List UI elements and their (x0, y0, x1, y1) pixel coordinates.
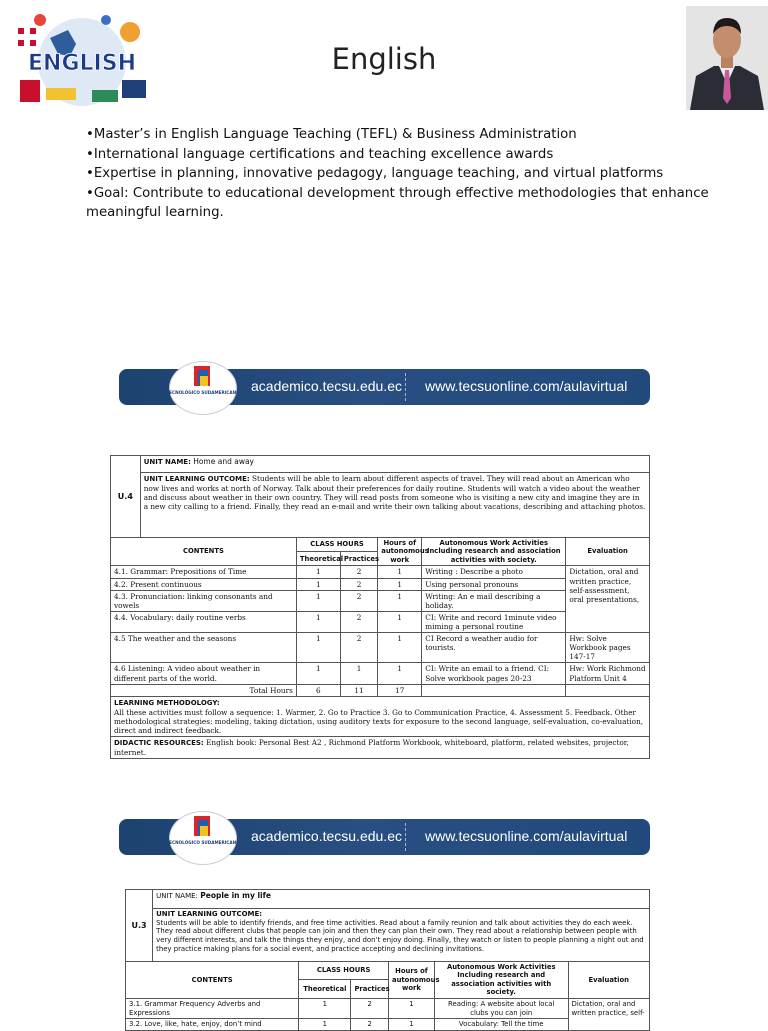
table-row (111, 633, 650, 663)
evaluation-header: Evaluation (568, 962, 649, 999)
practices-header: Practices (340, 552, 377, 566)
row-autonomous: 1 (378, 611, 422, 632)
row-content: 4.1. Grammar: Prepositions of Time (111, 566, 297, 578)
bullet-item: •Goal: Contribute to educational development through effective methodologies that enhance meaningful learning. (86, 185, 709, 220)
row-evaluation: Hw: Solve Workbook pages 147-17 (566, 633, 650, 663)
total-label: Total Hours (111, 684, 297, 696)
institution-seal (166, 361, 240, 415)
contents-header: CONTENTS (126, 962, 299, 999)
virtual-classroom-url[interactable]: www.tecsuonline.com/aulavirtual (425, 378, 628, 394)
table-row (111, 663, 650, 684)
row-theoretical: 1 (299, 1019, 351, 1031)
total-autonomous: 17 (378, 684, 422, 696)
academic-url[interactable]: academico.tecsu.edu.ec (251, 828, 402, 844)
unit-name-label: UNIT NAME: (156, 892, 198, 900)
class-hours-header: CLASS HOURS (299, 962, 389, 980)
contents-header: CONTENTS (111, 538, 297, 566)
unit-name-label: UNIT NAME: (143, 458, 191, 466)
total-theoretical: 6 (296, 684, 340, 696)
row-activity: CI: Write and record 1minute video miming a personal routine (422, 611, 566, 632)
row-practices: 2 (340, 590, 377, 611)
row-autonomous: 1 (378, 578, 422, 590)
row-autonomous: 1 (389, 1019, 435, 1031)
virtual-classroom-url[interactable]: www.tecsuonline.com/aulavirtual (425, 828, 628, 844)
profile-bullets (86, 125, 726, 223)
row-theoretical: 1 (296, 633, 340, 663)
practices-header: Practices (351, 980, 389, 998)
seal-text: TECNOLÓGICO SUDAMERICANO (166, 390, 240, 395)
row-autonomous: 1 (378, 566, 422, 578)
row-practices: 2 (351, 998, 389, 1018)
row-activity: Using personal pronouns (422, 578, 566, 590)
row-practices: 2 (340, 578, 377, 590)
row-theoretical: 1 (299, 998, 351, 1018)
row-content: 4.3. Pronunciation: linking consonants and vowels (111, 590, 297, 611)
outcome-label: UNIT LEARNING OUTCOME: (143, 475, 250, 483)
row-practices: 2 (351, 1019, 389, 1031)
row-practices: 1 (340, 663, 377, 684)
row-theoretical: 1 (296, 663, 340, 684)
unit-code: U.4 (111, 456, 141, 538)
theoretical-header: Theoretical (299, 980, 351, 998)
total-practices: 11 (340, 684, 377, 696)
row-activity: Vocabulary: Tell the time (434, 1019, 568, 1031)
row-autonomous: 1 (378, 633, 422, 663)
logo-word: ENGLISH (28, 51, 136, 76)
row-activity: Reading: A website about local clubs you can join (434, 998, 568, 1018)
row-autonomous: 1 (378, 590, 422, 611)
unit-code: U.3 (126, 890, 153, 962)
row-autonomous: 1 (378, 663, 422, 684)
methodology-label: LEARNING METHODOLOGY: (114, 698, 220, 707)
row-theoretical: 1 (296, 611, 340, 632)
profile-photo (686, 6, 768, 110)
row-activity: CI: Write an email to a friend. CI: Solve workbook pages 20-23 (422, 663, 566, 684)
row-content: 4.6 Listening: A video about weather in different parts of the world. (111, 663, 297, 684)
row-activity: Writing: An e mail describing a holiday. (422, 590, 566, 611)
row-activity: CI Record a weather audio for tourists. (422, 633, 566, 663)
activities-header: Autonomous Work Activities Including research and association activities with society. (434, 962, 568, 999)
unit-name: People in my life (200, 891, 271, 900)
row-content: 4.4. Vocabulary: daily routine verbs (111, 611, 297, 632)
row-theoretical: 1 (296, 578, 340, 590)
resources-text: English book: Personal Best A2 , Richmond Platform Workbook, whiteboard, platform, related websites, projector, internet. (114, 737, 629, 757)
row-theoretical: 1 (296, 566, 340, 578)
outcome-label: UNIT LEARNING OUTCOME: (156, 910, 263, 918)
methodology-text: All these activities must follow a sequence: 1. Warmer, 2. Go to Practice 3. Go to Communication Practice, 4. Assessment 5. Feedback. Other methodological strategies: modeling, taking dictation, using auditory texts for exposure to the second language, self-evaluation, co-evaluation, direct and indirect feedback. (114, 707, 644, 735)
row-content: 4.2. Present continuous (111, 578, 297, 590)
unit-3-table (125, 889, 650, 1029)
row-content: 3.2. Love, like, hate, enjoy, don’t mind (126, 1019, 299, 1031)
unit-name: Home and away (193, 457, 254, 466)
row-theoretical: 1 (296, 590, 340, 611)
table-row (126, 998, 650, 1018)
row-evaluation: Dictation, oral and written practice, self-assessment, oral presentations, (566, 566, 650, 633)
banner-divider (405, 373, 406, 401)
evaluation-header: Evaluation (566, 538, 650, 566)
academic-url[interactable]: academico.tecsu.edu.ec (251, 378, 402, 394)
unit-outcome: Students will be able to learn about different aspects of travel. They will read about an American who now lives and works at north of Norway. Talk about their preferences for daily routine. Students will watch a video about the weather and discuss about weather in their own country. They will read posts from someone who is visiting a new city and imagine they are in a new city calling to a friend. Finally, they read an e-mail and write their own talking about vacations, describing and attaching photos. (143, 474, 646, 511)
unit-4-table (110, 455, 650, 759)
activities-header: Autonomous Work Activities Including research and association activities with society. (422, 538, 566, 566)
institution-seal (166, 811, 240, 865)
seal-text: TECNOLÓGICO SUDAMERICANO (166, 840, 240, 845)
row-content: 3.1. Grammar Frequency Adverbs and Expressions (126, 998, 299, 1018)
table-row (111, 566, 650, 578)
institution-banner (119, 819, 650, 855)
row-activity: Writing : Describe a photo (422, 566, 566, 578)
institution-banner (119, 369, 650, 405)
total-row (111, 684, 650, 696)
banner-divider (405, 823, 406, 851)
page-title: English (331, 42, 437, 76)
row-practices: 2 (340, 611, 377, 632)
resources-label: DIDACTIC RESOURCES: (114, 738, 204, 747)
class-hours-header: CLASS HOURS (296, 538, 377, 552)
row-content: 4.5 The weather and the seasons (111, 633, 297, 663)
row-autonomous: 1 (389, 998, 435, 1018)
row-evaluation: Dictation, oral and written practice, self- (568, 998, 649, 1030)
autonomous-header: Hours of autonomous work (389, 962, 435, 999)
bullet-item: •Expertise in planning, innovative pedagogy, language teaching, and virtual platforms (86, 166, 664, 181)
unit-outcome: Students will be able to identify friends, and free time activities. Read about a family reunion and talk about activities they do each week. They read about different clubs that people can join and then they can plan their own. They read about a relationship between people with very different interests, and talk the things they enjoy, and don’t enjoy doing. Finally, they watch or listen to people planning a night out and they practice making plans for a social event, and practice accepting and declining invitations. (156, 918, 644, 953)
theoretical-header: Theoretical (296, 552, 340, 566)
bullet-item: •International language certifications and teaching excellence awards (86, 146, 554, 162)
row-evaluation: Hw: Work Richmond Platform Unit 4 (566, 663, 650, 684)
row-practices: 2 (340, 633, 377, 663)
bullet-item: •Master’s in English Language Teaching (TEFL) & Business Administration (86, 127, 577, 142)
autonomous-header: Hours of autonomous work (378, 538, 422, 566)
row-practices: 2 (340, 566, 377, 578)
